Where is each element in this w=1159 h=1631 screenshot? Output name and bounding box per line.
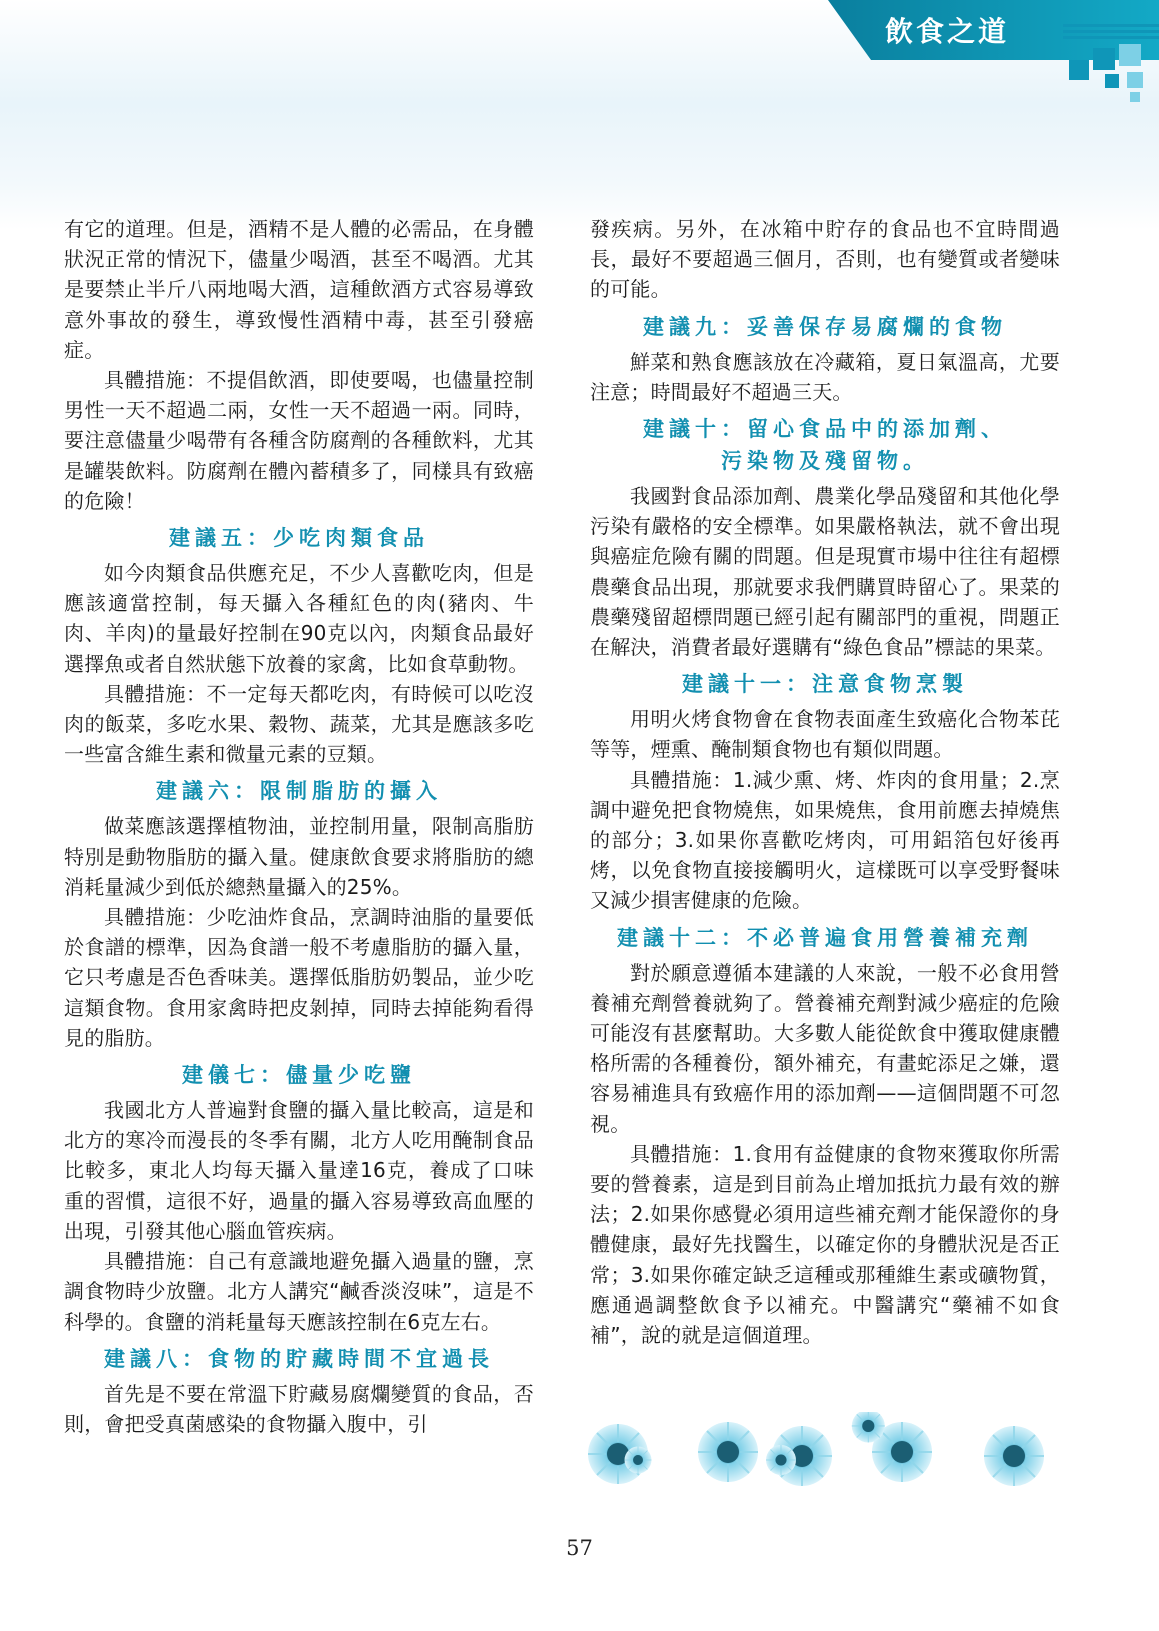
body-paragraph: 我國對食品添加劑、農業化學品殘留和其他化學污染有嚴格的安全標準。如果嚴格執法，就不會出現與癌症危險有關的問題。但是現實市場中往往有超標農藥食品出現，那就要求我們購買時留心了。果菜的農藥殘留超標問題已經引起有關部門的重視，問題正在解決，消費者最好選購有“綠色食品”標誌的果菜。 xyxy=(590,484,1060,660)
section-heading: 建議五：少吃肉類食品 xyxy=(169,525,429,551)
body-paragraph: 鮮菜和熟食應該放在冷藏箱，夏日氣溫高，尤要注意；時間最好不超過三天。 xyxy=(590,349,1060,404)
section-heading-line: 污染物及殘留物。 xyxy=(721,448,929,474)
sunflower xyxy=(984,1426,1044,1486)
right-column xyxy=(590,214,1060,1350)
section-heading: 建議九：妥善保存易腐爛的食物 xyxy=(643,313,1007,339)
decorative-square xyxy=(1093,48,1115,70)
decorative-square xyxy=(1105,74,1119,88)
sunflower-decoration xyxy=(580,1412,1070,1500)
body-paragraph: 具體措施：自己有意識地避免攝入過量的鹽，烹調食物時少放鹽。北方人講究“鹹香淡沒味”，這是不科學的。食鹽的消耗量每天應該控制在6克左右。 xyxy=(64,1249,534,1334)
section-heading: 建議十一：注意食物烹製 xyxy=(682,671,968,697)
body-paragraph: 對於願意遵循本建議的人來說，一般不必食用營養補充劑營養就夠了。營養補充劑對減少癌症的危險可能沒有甚麼幫助。大多數人能從飲食中獲取健康體格所需的各種養份，額外補充，有畫蛇添足之嫌，還容易補進具有致癌作用的添加劑——這個問題不可忽視。 xyxy=(590,960,1060,1136)
sunflower xyxy=(625,1447,652,1474)
body-paragraph: 具體措施：少吃油炸食品，烹調時油脂的量要低於食譜的標準，因為食譜一般不考慮脂肪的攝入量，它只考慮是否色香味美。選擇低脂肪奶製品，並少吃這類食物。食用家禽時把皮剝掉，同時去掉能夠看得見的脂肪。 xyxy=(64,905,534,1050)
body-paragraph: 發疾病。另外，在冰箱中貯存的食品也不宜時間過長，最好不要超過三個月，否則，也有變質或者變味的可能。 xyxy=(590,217,1060,302)
decorative-square xyxy=(1127,72,1143,88)
header-stripe xyxy=(1063,24,1159,27)
body-paragraph: 具體措施：不提倡飲酒，即使要喝，也儘量控制男性一天不超過二兩，女性一天不超過一兩。同時，要注意儘量少喝帶有各種含防腐劑的各種飲料，尤其是罐裝飲料。防腐劑在體內蓄積多了，同樣具有致癌的危險！ xyxy=(64,368,534,513)
body-paragraph: 如今肉類食品供應充足，不少人喜歡吃肉，但是應該適當控制，每天攝入各種紅色的肉(豬肉、牛肉、羊肉)的量最好控制在90克以內，肉類食品最好選擇魚或者自然狀態下放養的家禽，比如食草動物。 xyxy=(64,561,534,676)
body-paragraph: 有它的道理。但是，酒精不是人體的必需品，在身體狀況正常的情況下，儘量少喝酒，甚至不喝酒。尤其是要禁止半斤八兩地喝大酒，這種飲酒方式容易導致意外事故的發生，導致慢性酒精中毒，甚至引發癌症。 xyxy=(64,217,534,362)
section-heading: 建議六：限制脂肪的攝入 xyxy=(156,778,442,804)
body-paragraph: 具體措施：不一定每天都吃肉，有時候可以吃沒肉的飯菜，多吃水果、穀物、蔬菜，尤其是應該多吃一些富含維生素和微量元素的豆類。 xyxy=(64,681,534,767)
body-paragraph: 做菜應該選擇植物油，並控制用量，限制高脂肪特別是動物脂肪的攝入量。健康飲食要求將脂肪的總消耗量減少到低於總熱量攝入的25%。 xyxy=(64,814,534,899)
sunflower xyxy=(766,1445,796,1475)
section-heading: 建儀七：儘量少吃鹽 xyxy=(182,1062,416,1088)
body-paragraph: 具體措施：1.食用有益健康的食物來獲取你所需要的營養素，這是到目前為止增加抵抗力最有效的辦法；2.如果你感覺必須用這些補充劑才能保證你的身體健康，最好先找醫生，以確定你的身體狀況是否正常；3.如果你確定缺乏這種或那種維生素或礦物質，應通過調整飲食予以補充。中醫講究“藥補不如食補”，說的就是這個道理。 xyxy=(590,1141,1060,1348)
section-heading xyxy=(590,413,1060,477)
left-column xyxy=(64,214,534,1439)
header-stripe xyxy=(1063,36,1159,39)
decorative-square xyxy=(1069,60,1089,80)
body-paragraph: 我國北方人普遍對食鹽的攝入量比較高，這是和北方的寒冷而漫長的冬季有關，北方人吃用醃制食品比較多，東北人均每天攝入量達16克，養成了口味重的習慣，這很不好，過量的攝入容易導致高血壓的出現，引發其他心腦血管疾病。 xyxy=(64,1098,534,1243)
section-heading: 建議八：食物的貯藏時間不宜過長 xyxy=(104,1345,494,1371)
body-paragraph: 具體措施：1.減少熏、烤、炸肉的食用量；2.烹調中避免把食物燒焦，如果燒焦，食用前應去掉燒焦的部分；3.如果你喜歡吃烤肉，可用鋁箔包好後再烤，以免食物直接接觸明火，這樣既可以享受野餐味又減少損害健康的危險。 xyxy=(590,767,1060,913)
section-title: 飲食之道 xyxy=(885,15,1010,48)
header-stripe xyxy=(1063,30,1159,33)
decorative-square xyxy=(1119,44,1141,66)
section-heading: 建議十二：不必普遍食用營養補充劑 xyxy=(617,924,1033,950)
body-paragraph: 用明火烤食物會在食物表面產生致癌化合物苯芘等等，煙熏、醃制類食物也有類似問題。 xyxy=(590,707,1060,762)
decorative-square xyxy=(1130,92,1140,102)
page-number: 57 xyxy=(566,1536,593,1560)
body-paragraph: 首先是不要在常溫下貯藏易腐爛變質的食品，否則，會把受真菌感染的食物攝入腹中，引 xyxy=(64,1381,534,1436)
section-heading-line: 建議十：留心食品中的添加劑、 xyxy=(643,416,1007,442)
sunflower xyxy=(698,1422,758,1482)
